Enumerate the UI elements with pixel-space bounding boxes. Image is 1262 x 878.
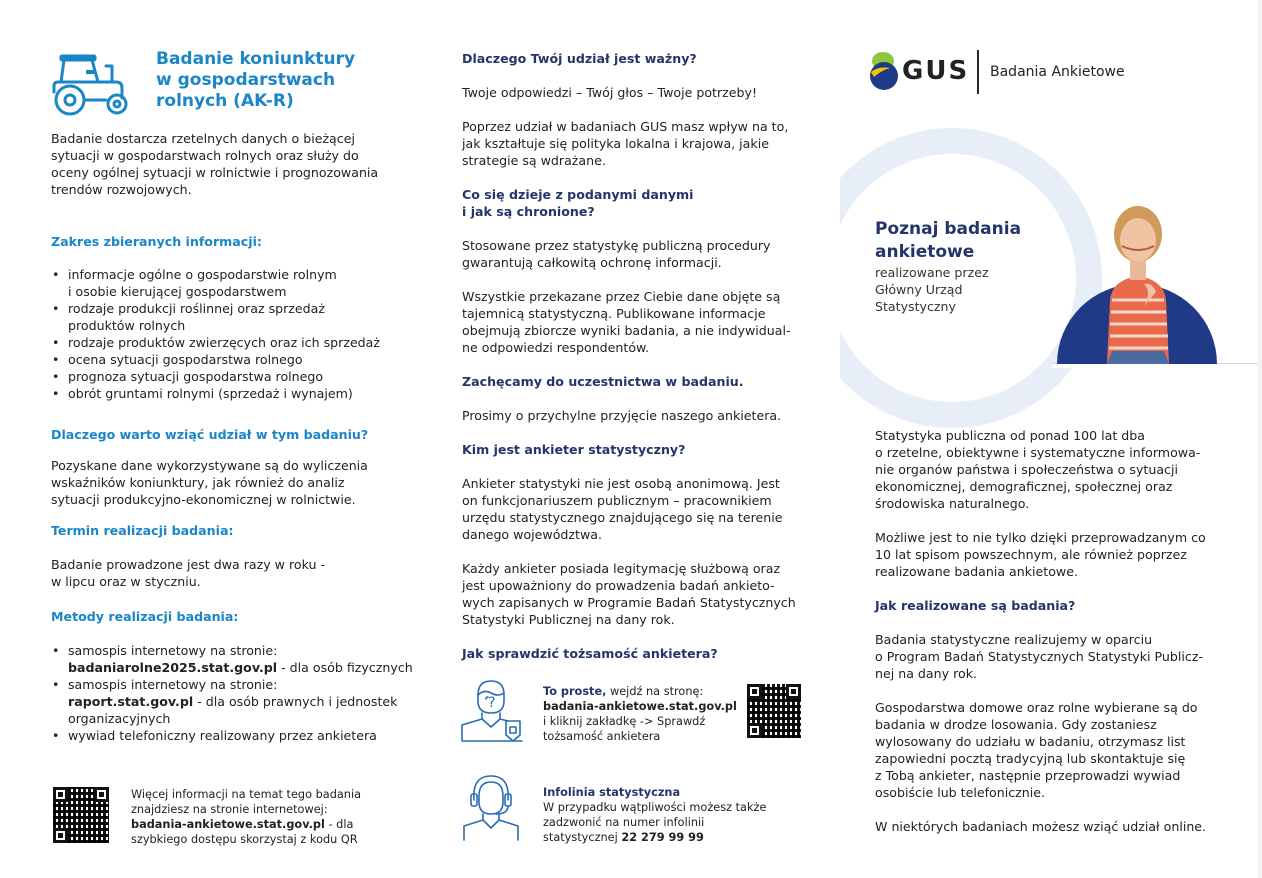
brand-label: Badania Ankietowe: [990, 64, 1125, 80]
gus-logo-icon: [868, 50, 902, 92]
list-item: • ocena sytuacji gospodarstwa rolnego: [51, 351, 380, 368]
qr-code[interactable]: [53, 787, 109, 843]
census-paragraph: Możliwe jest to nie tylko dzięki przeprowadzanym co 10 lat spisom powszechnym, ale również poprzez realizowane badania ankietowe.: [875, 530, 1206, 579]
encourage-heading: Zachęcamy do uczestnictwa w badaniu.: [462, 374, 744, 389]
list-item: • informacje ogólne o gospodarstwie rolnym i osobie kierującej gospodarstwem: [51, 266, 380, 300]
households-paragraph: Gospodarstwa domowe oraz rolne wybierane są do badania w drodze losowania. Gdy zostaniesz wylosowany do udziału w badaniu, otrzymasz list zapowiedni pocztą tradycyjną lub skontaktuje się z Tobą ankieter, następnie przeprowadzi wywiad osobiście lub telefonicznie.: [875, 700, 1198, 800]
interviewer-badge-icon: [460, 675, 524, 743]
encourage-paragraph: Prosimy o przychylne przyjęcie naszego ankietera.: [462, 408, 782, 423]
middle-panel: [420, 0, 840, 878]
secrecy-paragraph: Wszystkie przekazane przez Ciebie dane objęte są tajemnicą statystyczną. Publikowane informacje obejmują zbiorcze wyniki badania, a nie indywidual- ne odpowiedzi respondentów.: [462, 289, 791, 355]
verify-text: To proste, wejdź na stronę: badania-ankietowe.stat.gov.pl i kliknij zakładkę -> Sprawdź tożsamość ankietera: [543, 685, 737, 743]
verify-link[interactable]: badania-ankietowe.stat.gov.pl: [543, 700, 737, 713]
survey-link[interactable]: badaniarolne2025.stat.gov.pl: [68, 660, 278, 675]
intro-paragraph: Badanie dostarcza rzetelnych danych o bieżącej sytuacji w gospodarstwach rolnych oraz służy do oceny ogólnej sytuacji w rolnictwie i prognozowania trendów rozwojowych.: [51, 131, 379, 197]
who-paragraph: Ankieter statystyki nie jest osobą anonimową. Jest on funkcjonariuszem publicznym – pracownikiem urzędu statystycznego znajdującego się na terenie danego województwa.: [462, 476, 783, 542]
list-item: • wywiad telefoniczny realizowany przez ankietera: [51, 727, 413, 744]
qr-code-verify[interactable]: [747, 684, 801, 738]
id-paragraph: Każdy ankieter posiada legitymację służbową oraz jest upoważniony do prowadzenia badań ankieto- wych zapisanych w Programie Badań Statystycznych Statystyki Publicznej na dany rok.: [462, 561, 796, 627]
logo-divider: [977, 50, 979, 94]
svg-text:?: ?: [488, 695, 496, 711]
influence-paragraph: Poprzez udział w badaniach GUS masz wpływ na to, jak kształtuje się polityka lokalna i krajowa, jakie strategie są wdrażane.: [462, 119, 789, 168]
list-item: • samospis internetowy na stronie: badaniarolne2025.stat.gov.pl - dla osób fizycznych: [51, 642, 413, 676]
left-panel: [0, 0, 420, 878]
methods-list: [51, 642, 413, 744]
how-heading: Jak realizowane są badania?: [875, 598, 1076, 613]
more-info: Więcej informacji na temat tego badania znajdziesz na stronie internetowej: badania-ankietowe.stat.gov.pl - dla szybkiego dostępu skorzystaj z kodu QR: [131, 788, 362, 846]
scope-list: [51, 266, 380, 402]
term-heading: Termin realizacji badania:: [51, 523, 234, 538]
hotline-number[interactable]: 22 279 99 99: [621, 831, 704, 844]
smiling-woman-photo: [1052, 196, 1258, 368]
stats-paragraph: Statystyka publiczna od ponad 100 lat dba o rzetelne, obiektywne i systematyczne informowa- nie organów państwa i społeczeństwa o sytuacji ekonomicznej, demograficznej, społecznej oraz środowiska naturalnego.: [875, 428, 1201, 511]
procedures-paragraph: Stosowane przez statystykę publiczną procedury gwarantują całkowitą ochronę informacji.: [462, 238, 771, 270]
methods-heading: Metody realizacji badania:: [51, 609, 239, 624]
list-item: • obrót gruntami rolnymi (sprzedaż i wynajem): [51, 385, 380, 402]
right-panel: [840, 0, 1258, 878]
slogan: Twoje odpowiedzi – Twój głos – Twoje potrzeby!: [462, 85, 758, 100]
list-item: • rodzaje produkcji roślinnej oraz sprzedaż produktów rolnych: [51, 300, 380, 334]
report-link[interactable]: raport.stat.gov.pl: [68, 694, 194, 709]
headset-agent-icon: [460, 772, 524, 842]
data-heading: Co się dzieje z podanymi danymi i jak są chronione?: [462, 187, 694, 219]
scope-heading: Zakres zbieranych informacji:: [51, 234, 262, 249]
tractor-icon: [50, 52, 132, 116]
why-heading: Dlaczego warto wziąć udział w tym badaniu?: [51, 427, 369, 442]
hero-subtitle: realizowane przez Główny Urząd Statystyczny: [875, 265, 989, 314]
online-paragraph: W niektórych badaniach możesz wziąć udział online.: [875, 819, 1207, 834]
hotline-text: Infolinia statystyczna W przypadku wątpliwości możesz także zadzwonić na numer infolinii statystycznej 22 279 99 99: [543, 786, 767, 844]
verify-heading: Jak sprawdzić tożsamość ankietera?: [462, 646, 718, 661]
term-paragraph: Badanie prowadzone jest dwa razy w roku - w lipcu oraz w styczniu.: [51, 557, 326, 589]
program-paragraph: Badania statystyczne realizujemy w oparciu o Program Badań Statystycznych Statystyki Publicz- nej na dany rok.: [875, 632, 1203, 681]
logo-text: GUS: [902, 56, 970, 86]
more-info-link[interactable]: badania-ankietowe.stat.gov.pl: [131, 818, 325, 831]
hero-title: Poznaj badania ankietowe: [875, 219, 1022, 262]
list-item: • samospis internetowy na stronie: raport.stat.gov.pl - dla osób prawnych i jednostek organizacyjnych: [51, 676, 413, 727]
why-paragraph: Pozyskane dane wykorzystywane są do wyliczenia wskaźników koniunktury, jak również do analiz sytuacji produkcyjno-ekonomicznej w rolnictwie.: [51, 458, 368, 507]
who-heading: Kim jest ankieter statystyczny?: [462, 442, 686, 457]
list-item: • prognoza sytuacji gospodarstwa rolnego: [51, 368, 380, 385]
page-edge-right: [1258, 0, 1262, 878]
list-item: • rodzaje produktów zwierzęcych oraz ich sprzedaż: [51, 334, 380, 351]
important-heading: Dlaczego Twój udział jest ważny?: [462, 51, 697, 66]
survey-title: Badanie koniunktury w gospodarstwach rolnych (AK-R): [156, 49, 356, 111]
